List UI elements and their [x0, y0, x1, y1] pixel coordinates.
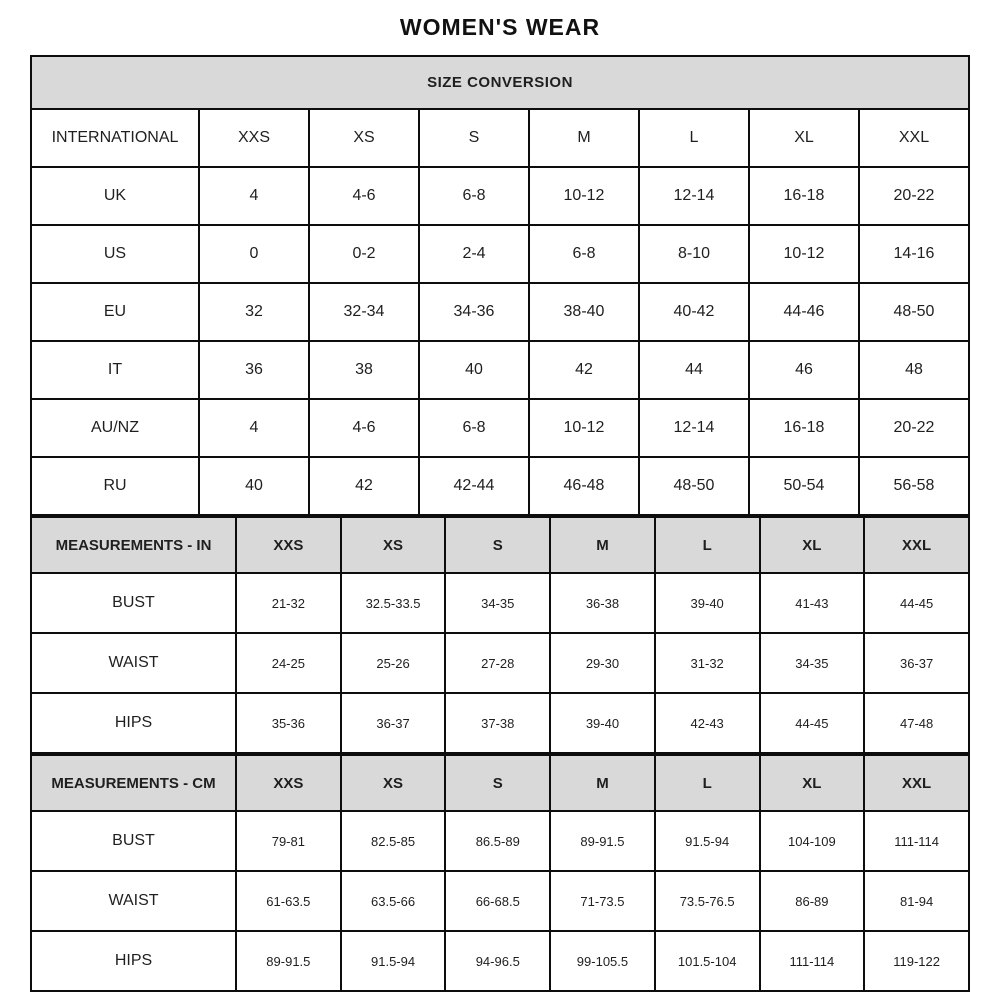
- table-row: [31, 931, 969, 991]
- value-cell: 10-12: [529, 399, 639, 457]
- table-row: [31, 633, 969, 693]
- row-label: HIPS: [31, 693, 236, 753]
- column-header: XXS: [199, 109, 309, 167]
- table-row: [31, 399, 969, 457]
- column-header: XL: [760, 517, 865, 573]
- value-cell: 29-30: [550, 633, 655, 693]
- value-cell: 34-35: [760, 633, 865, 693]
- value-cell: 46: [749, 341, 859, 399]
- table-row: [31, 225, 969, 283]
- table-title-row: [31, 56, 969, 109]
- table-row: [31, 457, 969, 515]
- value-cell: 24-25: [236, 633, 341, 693]
- column-header: XL: [749, 109, 859, 167]
- value-cell: 36: [199, 341, 309, 399]
- value-cell: 111-114: [864, 811, 969, 871]
- value-cell: 21-32: [236, 573, 341, 633]
- value-cell: 48-50: [639, 457, 749, 515]
- table-row: [31, 573, 969, 633]
- table-row: [31, 283, 969, 341]
- value-cell: 81-94: [864, 871, 969, 931]
- column-header: M: [529, 109, 639, 167]
- value-cell: 86-89: [760, 871, 865, 931]
- value-cell: 40: [419, 341, 529, 399]
- value-cell: 8-10: [639, 225, 749, 283]
- row-label: HIPS: [31, 931, 236, 991]
- column-header: M: [550, 517, 655, 573]
- value-cell: 91.5-94: [655, 811, 760, 871]
- value-cell: 82.5-85: [341, 811, 446, 871]
- table-row: [31, 811, 969, 871]
- value-cell: 36-38: [550, 573, 655, 633]
- value-cell: 2-4: [419, 225, 529, 283]
- row-label: BUST: [31, 573, 236, 633]
- value-cell: 6-8: [419, 399, 529, 457]
- column-header: XXS: [236, 755, 341, 811]
- value-cell: 44: [639, 341, 749, 399]
- value-cell: 73.5-76.5: [655, 871, 760, 931]
- value-cell: 44-45: [864, 573, 969, 633]
- column-header: XXL: [859, 109, 969, 167]
- value-cell: 20-22: [859, 167, 969, 225]
- row-label: RU: [31, 457, 199, 515]
- column-header: XS: [341, 755, 446, 811]
- column-header: S: [445, 755, 550, 811]
- value-cell: 31-32: [655, 633, 760, 693]
- column-header: XS: [309, 109, 419, 167]
- value-cell: 104-109: [760, 811, 865, 871]
- corner-header: MEASUREMENTS - IN: [31, 517, 236, 573]
- value-cell: 27-28: [445, 633, 550, 693]
- value-cell: 39-40: [550, 693, 655, 753]
- corner-header: MEASUREMENTS - CM: [31, 755, 236, 811]
- value-cell: 99-105.5: [550, 931, 655, 991]
- value-cell: 119-122: [864, 931, 969, 991]
- row-label: WAIST: [31, 633, 236, 693]
- value-cell: 4: [199, 167, 309, 225]
- row-label: AU/NZ: [31, 399, 199, 457]
- value-cell: 111-114: [760, 931, 865, 991]
- value-cell: 10-12: [749, 225, 859, 283]
- value-cell: 12-14: [639, 167, 749, 225]
- value-cell: 40-42: [639, 283, 749, 341]
- value-cell: 101.5-104: [655, 931, 760, 991]
- table-row: [31, 871, 969, 931]
- row-label: EU: [31, 283, 199, 341]
- value-cell: 89-91.5: [550, 811, 655, 871]
- table-row: [31, 167, 969, 225]
- value-cell: 0-2: [309, 225, 419, 283]
- value-cell: 34-36: [419, 283, 529, 341]
- column-header: XXL: [864, 755, 969, 811]
- value-cell: 44-46: [749, 283, 859, 341]
- column-header-row: [31, 517, 969, 573]
- column-header: S: [419, 109, 529, 167]
- value-cell: 32: [199, 283, 309, 341]
- value-cell: 94-96.5: [445, 931, 550, 991]
- corner-header: INTERNATIONAL: [31, 109, 199, 167]
- value-cell: 39-40: [655, 573, 760, 633]
- value-cell: 42-44: [419, 457, 529, 515]
- value-cell: 14-16: [859, 225, 969, 283]
- row-label: IT: [31, 341, 199, 399]
- column-header: L: [655, 755, 760, 811]
- value-cell: 37-38: [445, 693, 550, 753]
- value-cell: 86.5-89: [445, 811, 550, 871]
- row-label: UK: [31, 167, 199, 225]
- value-cell: 32-34: [309, 283, 419, 341]
- value-cell: 38-40: [529, 283, 639, 341]
- value-cell: 32.5-33.5: [341, 573, 446, 633]
- value-cell: 61-63.5: [236, 871, 341, 931]
- value-cell: 46-48: [529, 457, 639, 515]
- value-cell: 48: [859, 341, 969, 399]
- value-cell: 36-37: [341, 693, 446, 753]
- value-cell: 4-6: [309, 399, 419, 457]
- column-header-row: [31, 109, 969, 167]
- value-cell: 16-18: [749, 167, 859, 225]
- column-header: XXS: [236, 517, 341, 573]
- value-cell: 40: [199, 457, 309, 515]
- value-cell: 89-91.5: [236, 931, 341, 991]
- value-cell: 91.5-94: [341, 931, 446, 991]
- value-cell: 10-12: [529, 167, 639, 225]
- measurements-in-table: [30, 516, 970, 754]
- column-header: XS: [341, 517, 446, 573]
- value-cell: 50-54: [749, 457, 859, 515]
- size-conversion-table: [30, 55, 970, 516]
- value-cell: 34-35: [445, 573, 550, 633]
- column-header: XL: [760, 755, 865, 811]
- value-cell: 20-22: [859, 399, 969, 457]
- row-label: WAIST: [31, 871, 236, 931]
- column-header: M: [550, 755, 655, 811]
- row-label: BUST: [31, 811, 236, 871]
- column-header: L: [639, 109, 749, 167]
- value-cell: 4: [199, 399, 309, 457]
- value-cell: 0: [199, 225, 309, 283]
- value-cell: 36-37: [864, 633, 969, 693]
- value-cell: 42: [309, 457, 419, 515]
- table-row: [31, 693, 969, 753]
- value-cell: 38: [309, 341, 419, 399]
- value-cell: 79-81: [236, 811, 341, 871]
- column-header: L: [655, 517, 760, 573]
- row-label: US: [31, 225, 199, 283]
- measurements-cm-table: [30, 754, 970, 992]
- value-cell: 48-50: [859, 283, 969, 341]
- value-cell: 42: [529, 341, 639, 399]
- value-cell: 44-45: [760, 693, 865, 753]
- column-header: S: [445, 517, 550, 573]
- value-cell: 66-68.5: [445, 871, 550, 931]
- value-cell: 35-36: [236, 693, 341, 753]
- value-cell: 25-26: [341, 633, 446, 693]
- column-header: XXL: [864, 517, 969, 573]
- value-cell: 12-14: [639, 399, 749, 457]
- value-cell: 71-73.5: [550, 871, 655, 931]
- value-cell: 42-43: [655, 693, 760, 753]
- value-cell: 63.5-66: [341, 871, 446, 931]
- table-row: [31, 341, 969, 399]
- page-title: WOMEN'S WEAR: [399, 14, 601, 40]
- value-cell: 4-6: [309, 167, 419, 225]
- column-header-row: [31, 755, 969, 811]
- table-title: SIZE CONVERSION: [31, 56, 969, 109]
- value-cell: 16-18: [749, 399, 859, 457]
- value-cell: 47-48: [864, 693, 969, 753]
- value-cell: 6-8: [529, 225, 639, 283]
- value-cell: 56-58: [859, 457, 969, 515]
- value-cell: 41-43: [760, 573, 865, 633]
- value-cell: 6-8: [419, 167, 529, 225]
